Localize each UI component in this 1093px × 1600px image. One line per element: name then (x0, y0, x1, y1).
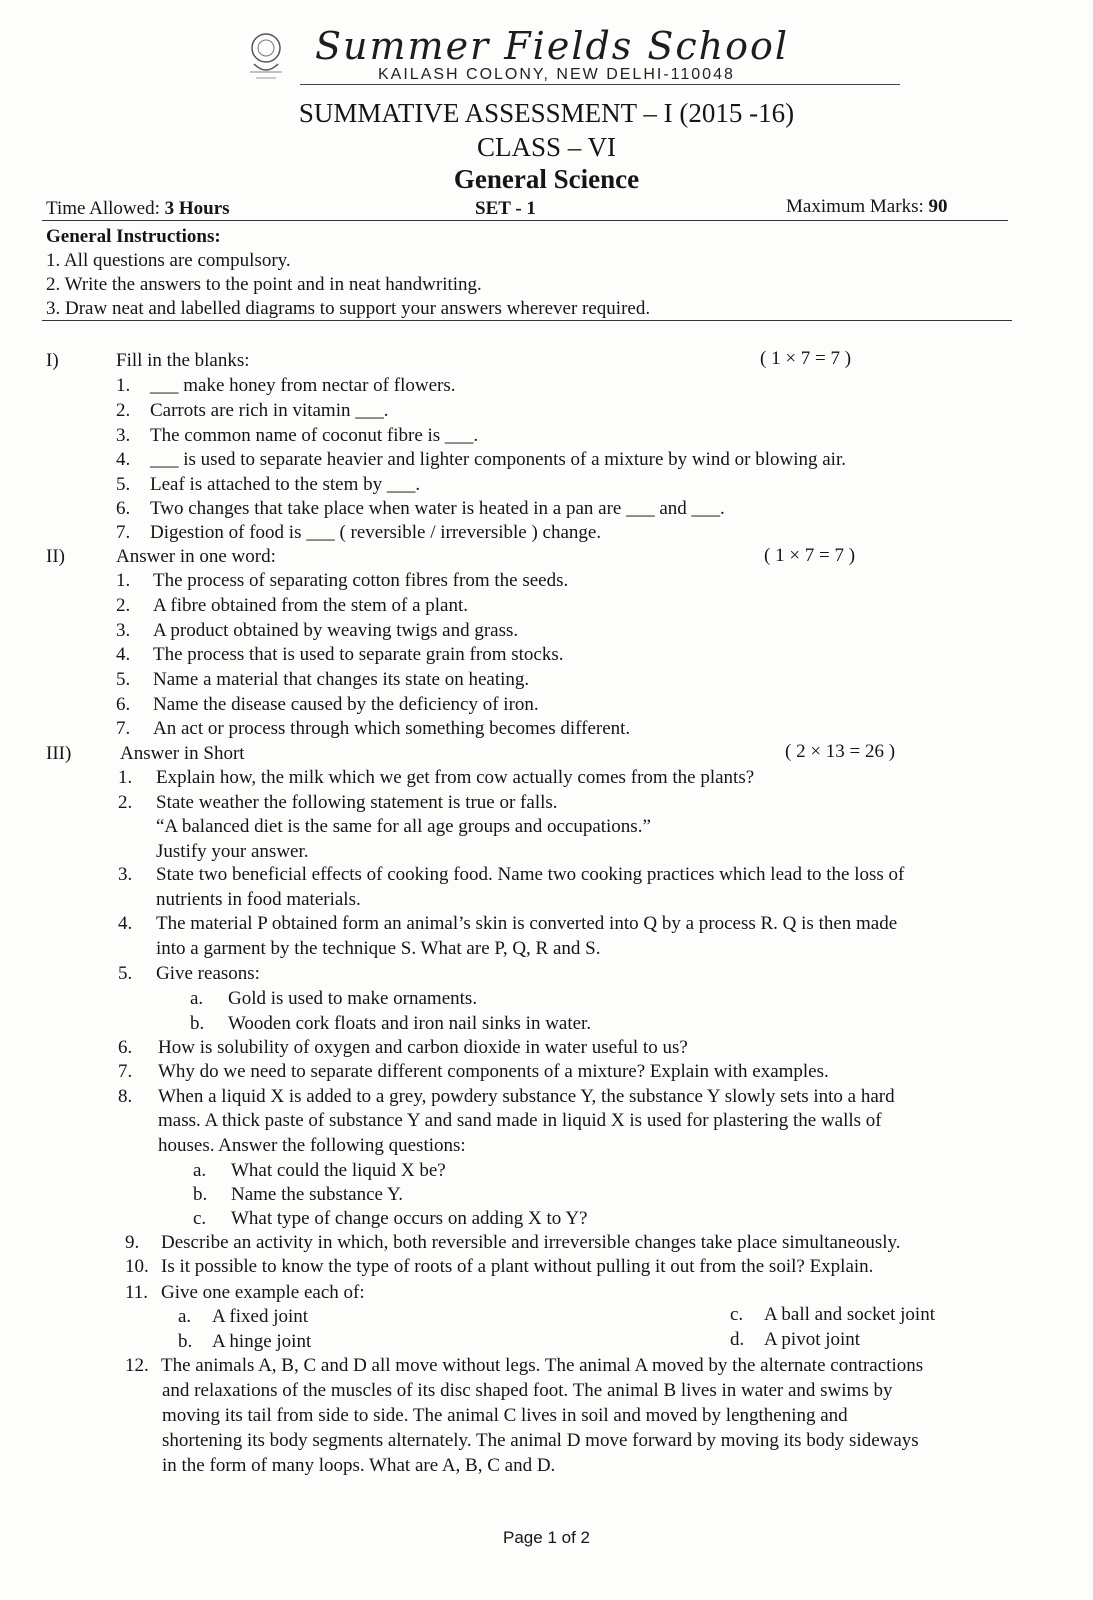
section-number: II) (46, 546, 65, 567)
max-marks (786, 196, 948, 218)
section-marks: ( 2 × 13 = 26 ) (785, 741, 896, 762)
question-item: 1. ___ make honey from nectar of flowers. (116, 375, 456, 396)
header-divider (42, 220, 1008, 221)
question-item: 4. The process that is used to separate grain from stocks. (116, 644, 564, 665)
instructions-divider (42, 320, 1012, 321)
school-name: Summer Fields School (315, 24, 790, 68)
question-item: 1. Explain how, the milk which we get from cow actually comes from the plants? (118, 767, 755, 788)
question-continuation: shortening its body segments alternately. The animal D move forward by moving its body sideways (162, 1430, 919, 1451)
instruction-item: 1. All questions are compulsory. (46, 250, 291, 271)
question-subitem: a. A fixed joint (178, 1306, 309, 1327)
section-heading: Answer in Short (120, 743, 245, 764)
question-subitem: d. A pivot joint (730, 1329, 861, 1350)
section-number: III) (46, 743, 72, 764)
question-item: 6. Name the disease caused by the deficiency of iron. (116, 694, 539, 715)
instructions-heading: General Instructions: (46, 226, 221, 247)
question-item: 3. The common name of coconut fibre is ___. (116, 425, 479, 446)
question-item: 6. Two changes that take place when water is heated in a pan are ___ and ___. (116, 498, 725, 519)
section-marks: ( 1 × 7 = 7 ) (760, 348, 852, 369)
question-subitem: a. What could the liquid X be? (193, 1160, 446, 1181)
question-item: 4. ___ is used to separate heavier and lighter components of a mixture by wind or blowing air. (116, 449, 846, 470)
instruction-item: 2. Write the answers to the point and in neat handwriting. (46, 274, 482, 295)
question-continuation: houses. Answer the following questions: (158, 1135, 466, 1156)
question-item: 3. A product obtained by weaving twigs and grass. (116, 620, 519, 641)
page-number: Page 1 of 2 (503, 1528, 590, 1547)
question-continuation: in the form of many loops. What are A, B, C and D. (162, 1455, 556, 1476)
address-divider (300, 84, 900, 85)
question-subitem: c. A ball and socket joint (730, 1304, 935, 1325)
section-marks: ( 1 × 7 = 7 ) (764, 545, 856, 566)
question-item: 10. Is it possible to know the type of roots of a plant without pulling it out from the soil? Explain. (125, 1256, 874, 1277)
question-item: 11. Give one example each of: (125, 1282, 365, 1303)
question-item: 6. How is solubility of oxygen and carbon dioxide in water useful to us? (118, 1037, 688, 1058)
school-emblem-icon (244, 28, 288, 82)
question-item: 4. The material P obtained form an animal’s skin is converted into Q by a process R. Q is then made (118, 913, 898, 934)
question-item: 2. Carrots are rich in vitamin ___. (116, 400, 389, 421)
question-continuation: mass. A thick paste of substance Y and sand made in liquid X is used for plastering the walls of (158, 1110, 882, 1131)
question-continuation: into a garment by the technique S. What are P, Q, R and S. (156, 938, 601, 959)
question-item: 1. The process of separating cotton fibres from the seeds. (116, 570, 569, 591)
class-title: CLASS – VI (476, 132, 617, 162)
question-item: 2. A fibre obtained from the stem of a plant. (116, 595, 468, 616)
question-item: 7. An act or process through which something becomes different. (116, 718, 631, 739)
section-number: I) (46, 350, 59, 371)
question-item: 2. State weather the following statement is true or falls. (118, 792, 558, 813)
question-continuation: and relaxations of the muscles of its disc shaped foot. The animal B lives in water and swims by (162, 1380, 893, 1401)
question-item: 12. The animals A, B, C and D all move without legs. The animal A moved by the alternate contractions (125, 1355, 924, 1376)
max-marks-label: Maximum Marks: (786, 196, 924, 217)
question-continuation: nutrients in food materials. (156, 889, 361, 910)
set-label: SET - 1 (475, 198, 536, 219)
time-allowed-label: Time Allowed: (46, 198, 160, 219)
question-item: 8. When a liquid X is added to a grey, powdery substance Y, the substance Y slowly sets into a hard (118, 1086, 895, 1107)
question-item: 7. Digestion of food is ___ ( reversible / irreversible ) change. (116, 522, 602, 543)
section-heading: Answer in one word: (116, 546, 276, 567)
subject-title: General Science (453, 164, 640, 194)
instruction-item: 3. Draw neat and labelled diagrams to support your answers wherever required. (46, 298, 651, 319)
time-allowed-value: 3 Hours (164, 198, 230, 219)
time-allowed (46, 198, 230, 220)
question-subitem: c. What type of change occurs on adding X to Y? (193, 1208, 588, 1229)
question-item: 3. State two beneficial effects of cooking food. Name two cooking practices which lead to the loss of (118, 864, 905, 885)
question-item: 5. Name a material that changes its state on heating. (116, 669, 530, 690)
question-subitem: b. A hinge joint (178, 1331, 312, 1352)
question-subitem: b. Wooden cork floats and iron nail sinks in water. (190, 1013, 592, 1034)
max-marks-value: 90 (928, 196, 948, 217)
question-continuation: “A balanced diet is the same for all age groups and occupations.” (156, 816, 651, 837)
question-item: 7. Why do we need to separate different components of a mixture? Explain with examples. (118, 1061, 829, 1082)
question-continuation: Justify your answer. (156, 841, 309, 862)
question-item: 5. Leaf is attached to the stem by ___. (116, 474, 421, 495)
question-item: 9. Describe an activity in which, both reversible and irreversible changes take place simultaneously. (125, 1232, 901, 1253)
question-subitem: a. Gold is used to make ornaments. (190, 988, 478, 1009)
school-address: KAILASH COLONY, NEW DELHI-110048 (378, 66, 735, 83)
section-heading: Fill in the blanks: (116, 350, 250, 371)
question-continuation: moving its tail from side to side. The animal C lives in soil and moved by lengthening and (162, 1405, 848, 1426)
exam-title: SUMMATIVE ASSESSMENT – I (2015 -16) (298, 98, 795, 128)
question-item: 5. Give reasons: (118, 963, 260, 984)
question-subitem: b. Name the substance Y. (193, 1184, 404, 1205)
